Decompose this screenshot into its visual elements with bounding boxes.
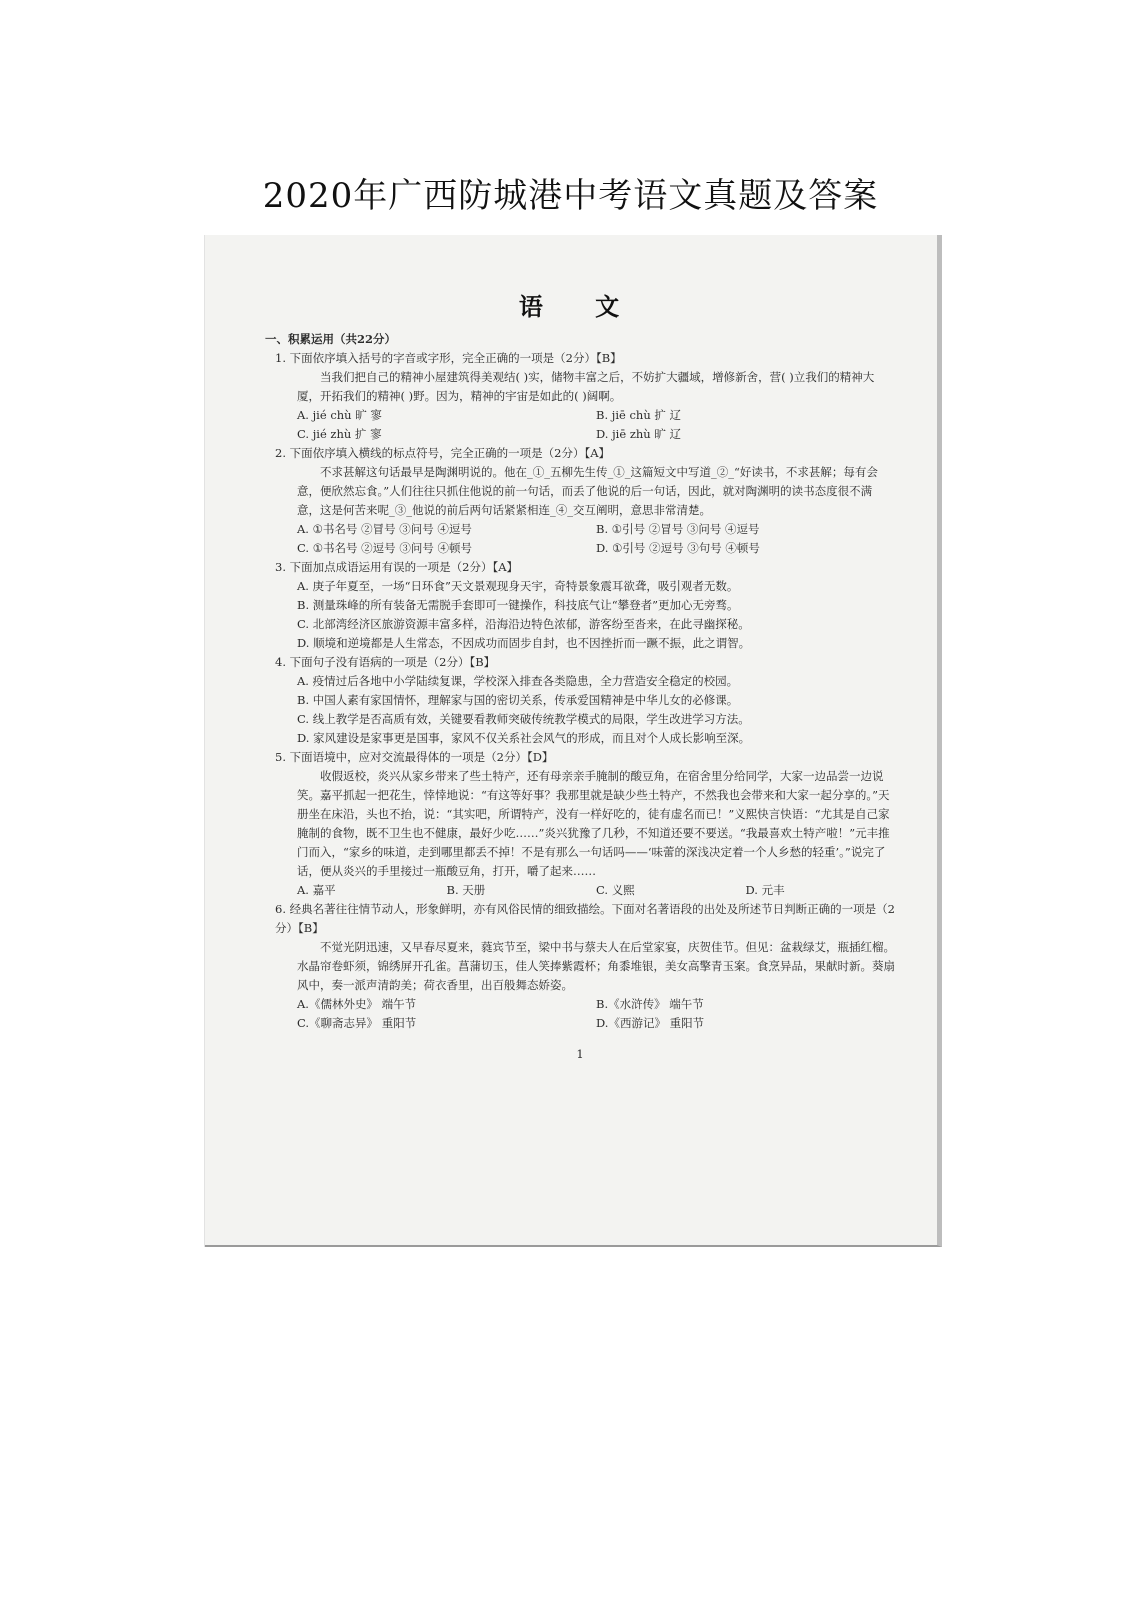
question-5-options bbox=[297, 881, 895, 900]
option: B. ①引号 ②冒号 ③问号 ④逗号 bbox=[596, 522, 760, 536]
option: D. 顺境和逆境都是人生常态，不因成功而固步自封，也不因挫折而一蹶不振，此之谓智。 bbox=[297, 636, 751, 650]
question-1-passage: 当我们把自己的精神小屋建筑得美观结( )实，储物丰富之后，不妨扩大疆域，增修新舍，营( )立我们的精神大厦，开拓我们的精神( )野。因为，精神的宇宙是如此的( )阔啊。 bbox=[297, 370, 875, 403]
option: D.《西游记》 重阳节 bbox=[596, 1016, 705, 1030]
option: A.《儒林外史》 端午节 bbox=[297, 997, 417, 1011]
option: A. 疫情过后各地中小学陆续复课，学校深入排查各类隐患，全力营造安全稳定的校园。 bbox=[297, 674, 739, 688]
option: B. 中国人素有家国情怀，理解家与国的密切关系，传承爱国精神是中华儿女的必修课。 bbox=[297, 693, 739, 707]
question-4-stem: 4. 下面句子没有语病的一项是（2分）【B】 bbox=[275, 655, 496, 669]
question-5-passage: 收假返校，炎兴从家乡带来了些土特产，还有母亲亲手腌制的酸豆角，在宿舍里分给同学，大家一边品尝一边说笑。嘉平抓起一把花生，悻悻地说：“有这等好事？我那里就是缺少些土特产，不然我也会带来和大家一起分享的。”天册坐在床沿，头也不抬，说：“其实吧，所谓特产，没有一样好吃的，徒有虚名而已！”义熙快言快语：“尤其是自己家腌制的食物，既不卫生也不健康，最好少吃……”炎兴犹豫了几秒，不知道还要不要送。“我最喜欢土特产啦！”元丰推门而入，“家乡的味道，走到哪里都丢不掉！不是有那么一句话吗——‘味蕾的深浅决定着一个人乡愁的轻重’。”说完了话，便从炎兴的手里接过一瓶酸豆角，打开，嚼了起来…… bbox=[297, 769, 890, 878]
question-6-passage: 不觉光阴迅速，又早春尽夏来，蕤宾节至，梁中书与蔡夫人在后堂家宴，庆贺佳节。但见：盆栽绿艾，瓶插红榴。水晶帘卷虾须，锦绣屏开孔雀。菖蒲切玉，佳人笑捧紫霞杯；角黍堆银，美女高擎青玉案。食烹异品，果献时新。葵扇风中，奏一派声清韵美；荷衣香里，出百般舞态娇姿。 bbox=[297, 940, 895, 992]
page-number: 1 bbox=[576, 1047, 584, 1061]
option: A. ①书名号 ②冒号 ③问号 ④逗号 bbox=[297, 522, 472, 536]
option: C. 义熙 bbox=[596, 883, 635, 897]
option: C. ①书名号 ②逗号 ③问号 ④顿号 bbox=[297, 541, 472, 555]
option: B. jiē chù 扩 辽 bbox=[596, 408, 682, 422]
option: B.《水浒传》 端午节 bbox=[596, 997, 704, 1011]
option: C. jié zhù 扩 寥 bbox=[297, 427, 382, 441]
question-3-stem: 3. 下面加点成语运用有误的一项是（2分）【A】 bbox=[275, 560, 518, 574]
option: B. 测量珠峰的所有装备无需脱手套即可一键操作，科技底气让“攀登者”更加心无旁骛。 bbox=[297, 598, 739, 612]
question-6-stem: 6. 经典名著往往情节动人，形象鲜明，亦有风俗民情的细致描绘。下面对名著语段的出处及所述节日判断正确的一项是（2分）【B】 bbox=[275, 902, 895, 935]
question-5-stem: 5. 下面语境中，应对交流最得体的一项是（2分）【D】 bbox=[275, 750, 554, 764]
option: A. jié chù 旷 寥 bbox=[297, 408, 382, 422]
question-1-stem: 1. 下面依序填入括号的字音或字形，完全正确的一项是（2分）【B】 bbox=[275, 351, 622, 365]
option: C. 线上教学是否高质有效，关键要看教师突破传统教学模式的局限，学生改进学习方法。 bbox=[297, 712, 750, 726]
option: C.《聊斋志异》 重阳节 bbox=[297, 1016, 417, 1030]
exam-content bbox=[265, 292, 895, 1064]
option: D. 元丰 bbox=[745, 883, 785, 897]
question-1-options bbox=[297, 406, 895, 444]
question-2-passage: 不求甚解这句话最早是陶渊明说的。他在_①_五柳先生传_①_这篇短文中写道_②_“好读书，不求甚解；每有会意，便欣然忘食。”人们往往只抓住他说的前一句话，而丢了他说的后一句话，因此，就对陶渊明的读书态度很不满意，这是何苦来呢_③_他说的前后两句话紧紧相连_④_交互阐明，意思非常清楚。 bbox=[297, 465, 878, 517]
option: B. 天册 bbox=[446, 883, 486, 897]
question-2-stem: 2. 下面依序填入横线的标点符号，完全正确的一项是（2分）【A】 bbox=[275, 446, 610, 460]
scanned-exam-page bbox=[205, 235, 942, 1247]
question-2-options bbox=[297, 520, 895, 558]
section-heading: 一、积累运用（共22分） bbox=[265, 332, 397, 346]
option: C. 北部湾经济区旅游资源丰富多样，沿海沿边特色浓郁，游客纷至沓来，在此寻幽探秘。 bbox=[297, 617, 750, 631]
option: A. 庚子年夏至，一场“日环食”天文景观现身天宇，奇特景象震耳欲聋，吸引观者无数。 bbox=[297, 579, 739, 593]
subject-heading: 语 文 bbox=[518, 292, 642, 321]
option: A. 嘉平 bbox=[297, 883, 336, 897]
option: D. ①引号 ②逗号 ③句号 ④顿号 bbox=[596, 541, 760, 555]
document-title: 2020年广西防城港中考语文真题及答案 bbox=[262, 176, 879, 216]
option: D. 家风建设是家事更是国事，家风不仅关系社会风气的形成，而且对个人成长影响至深。 bbox=[297, 731, 751, 745]
option: D. jiē zhù 旷 辽 bbox=[596, 427, 682, 441]
question-6-options bbox=[297, 995, 895, 1033]
